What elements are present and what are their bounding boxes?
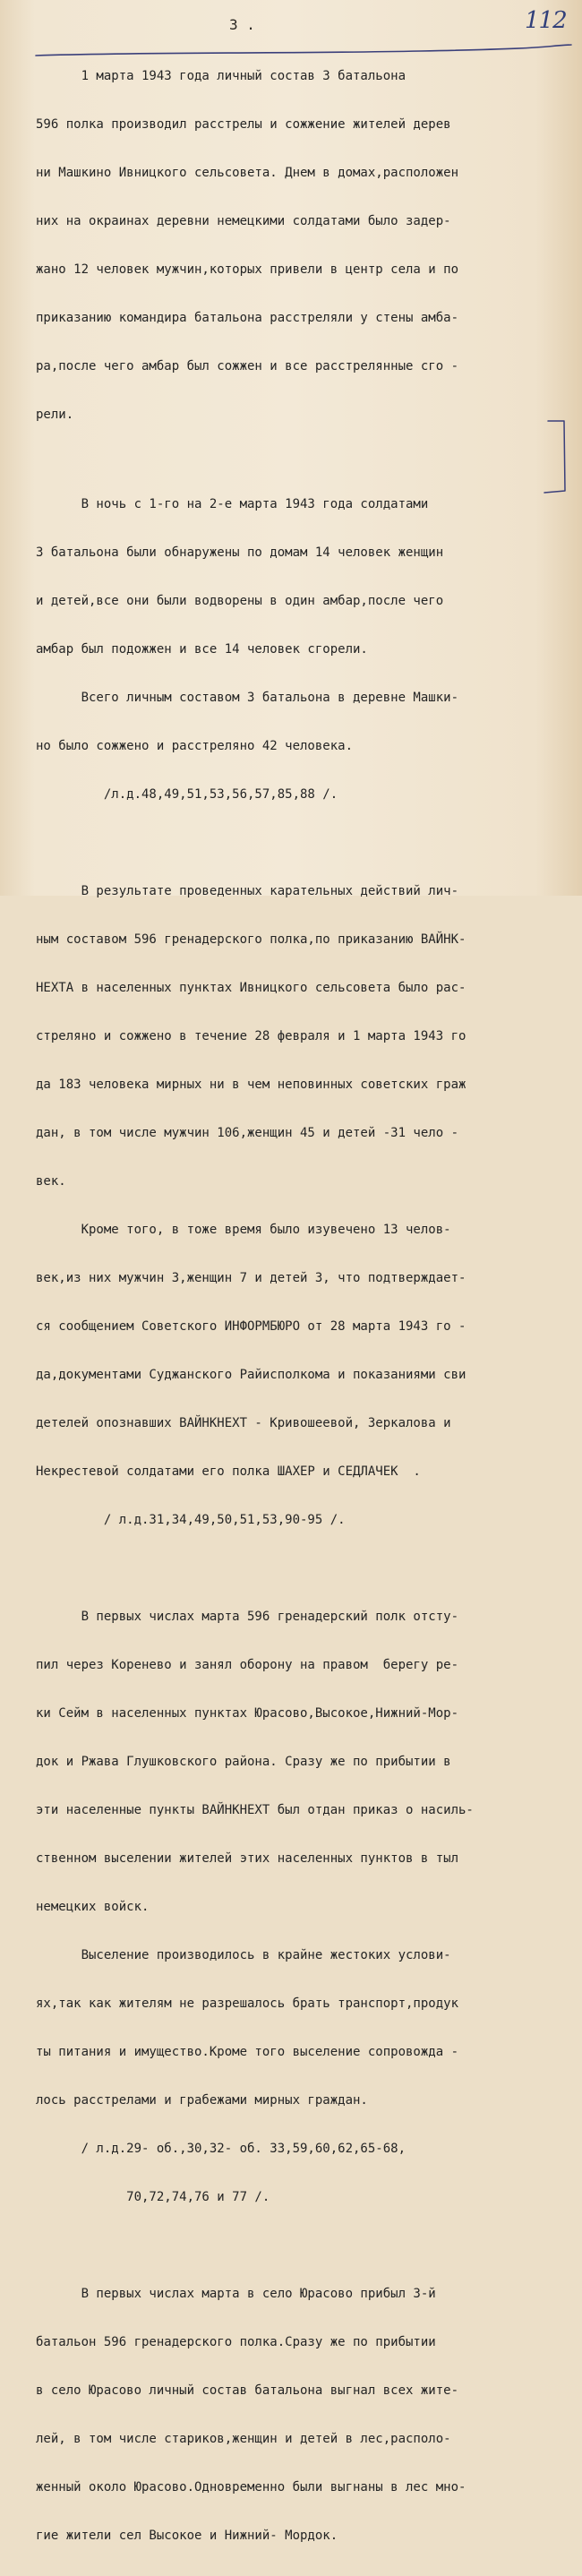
- text-line: Выселение производилось в крайне жестоких услови-: [36, 1948, 451, 1962]
- paragraph-gap: [36, 455, 573, 464]
- text-line: ни Машкино Ивницкого сельсовета. Днем в домах,расположен: [36, 166, 459, 180]
- text-line: немецких войск.: [36, 1900, 150, 1914]
- text-line: ки Сейм в населенных пунктах Юрасово,Высокое,Нижний-Мор-: [36, 1706, 459, 1721]
- text-line: Кроме того, в тоже время было изувечено 13 челов-: [36, 1223, 451, 1237]
- text-line: 3 батальона были обнаружены по домам 14 человек женщин: [36, 545, 444, 560]
- text-line: и детей,все они были водворены в один амбар,после чего: [36, 594, 444, 608]
- text-line: Некрестевой солдатами его полка ШАХЕР и СЕДЛАЧЕК .: [36, 1464, 421, 1479]
- text-line: век.: [36, 1174, 66, 1189]
- text-line: женный около Юрасово.Одновременно были выгнаны в лес мно-: [36, 2480, 466, 2494]
- text-line: век,из них мужчин 3,женщин 7 и детей 3, что подтверждает-: [36, 1271, 466, 1285]
- document-body: [36, 36, 573, 2576]
- text-line: стреляно и сожжено в течение 28 февраля и 1 марта 1943 го: [36, 1029, 466, 1043]
- text-line: Всего личным составом 3 батальона в деревне Машки-: [36, 691, 459, 705]
- text-line: В ночь с 1-го на 2-е марта 1943 года солдатами: [36, 497, 429, 511]
- text-line: НЕХТА в населенных пунктах Ивницкого сельсовета было рас-: [36, 981, 466, 995]
- text-line: 70,72,74,76 и 77 /.: [36, 2190, 270, 2204]
- text-line: приказанию командира батальона расстреляли у стены амба-: [36, 311, 459, 325]
- text-line: / л.д.29- об.,30,32- об. 33,59,60,62,65-68,: [36, 2142, 407, 2156]
- text-line: ты питания и имущество.Кроме того выселение сопровожда -: [36, 2045, 459, 2059]
- paragraph-gap: [36, 1560, 573, 1576]
- text-line: 596 полка производил расстрелы и сожжение жителей дерев: [36, 117, 451, 132]
- text-line: 1 марта 1943 года личный состав 3 батальона: [36, 69, 407, 83]
- text-line: да 183 человека мирных ни в чем неповинных советских граж: [36, 1078, 466, 1092]
- text-line: гие жители сел Высокое и Нижний- Мордок.: [36, 2529, 338, 2543]
- text-line: лей, в том числе стариков,женщин и детей в лес,располо-: [36, 2432, 451, 2446]
- text-line: /л.д.48,49,51,53,56,57,85,88 /.: [36, 787, 338, 802]
- text-line: ра,после чего амбар был сожжен и все расстрелянные сго -: [36, 359, 459, 374]
- text-line: / л.д.31,34,49,50,51,53,90-95 /.: [36, 1513, 346, 1527]
- page-number: 3 .: [229, 16, 255, 33]
- text-line: В первых числах марта 596 гренадерский полк отсту-: [36, 1610, 459, 1624]
- text-line: док и Ржава Глушковского района. Сразу же по прибытии в: [36, 1755, 451, 1769]
- text-line: дан, в том числе мужчин 106,женщин 45 и детей -31 чело -: [36, 1126, 459, 1140]
- text-line: рели.: [36, 408, 74, 422]
- paragraph-gap: [36, 835, 573, 851]
- text-line: но было сожжено и расстреляно 42 человека.: [36, 739, 354, 753]
- text-line: ственном выселении жителей этих населенных пунктов в тыл: [36, 1851, 459, 1866]
- paragraph-gap: [36, 2237, 573, 2254]
- text-line: амбар был подожжен и все 14 человек сгорели.: [36, 642, 368, 657]
- text-line: В результате проведенных карательных действий лич-: [36, 884, 459, 898]
- text-line: них на окраинах деревни немецкими солдатами было задер-: [36, 214, 451, 228]
- text-line: В первых числах марта в село Юрасово прибыл 3-й: [36, 2287, 436, 2301]
- text-line: ным составом 596 гренадерского полка,по приказанию ВАЙНК-: [36, 932, 466, 947]
- text-line: пил через Коренево и занял оборону на правом берегу ре-: [36, 1658, 459, 1672]
- text-line: эти населенные пункты ВАЙНКНЕХТ был отдан приказ о насиль-: [36, 1803, 474, 1817]
- text-line: ях,так как жителям не разрешалось брать транспорт,продук: [36, 1996, 459, 2011]
- text-line: лось расстрелами и грабежами мирных граждан.: [36, 2093, 368, 2108]
- archive-page-number: 112: [525, 7, 567, 34]
- text-line: в село Юрасово личный состав батальона выгнал всех жите-: [36, 2383, 459, 2398]
- text-line: детелей опознавших ВАЙНКНЕХТ - Кривошеевой, Зеркалова и: [36, 1416, 451, 1430]
- text-line: батальон 596 грeнадерского полка.Сразу же по прибытии: [36, 2335, 436, 2349]
- text-line: да,документами Суджанского Райисполкома и показаниями сви: [36, 1368, 466, 1382]
- text-line: ся сообщением Советского ИНФОРМБЮРО от 28 марта 1943 го -: [36, 1319, 466, 1334]
- text-line: жано 12 человек мужчин,которых привели в центр села и по: [36, 262, 459, 277]
